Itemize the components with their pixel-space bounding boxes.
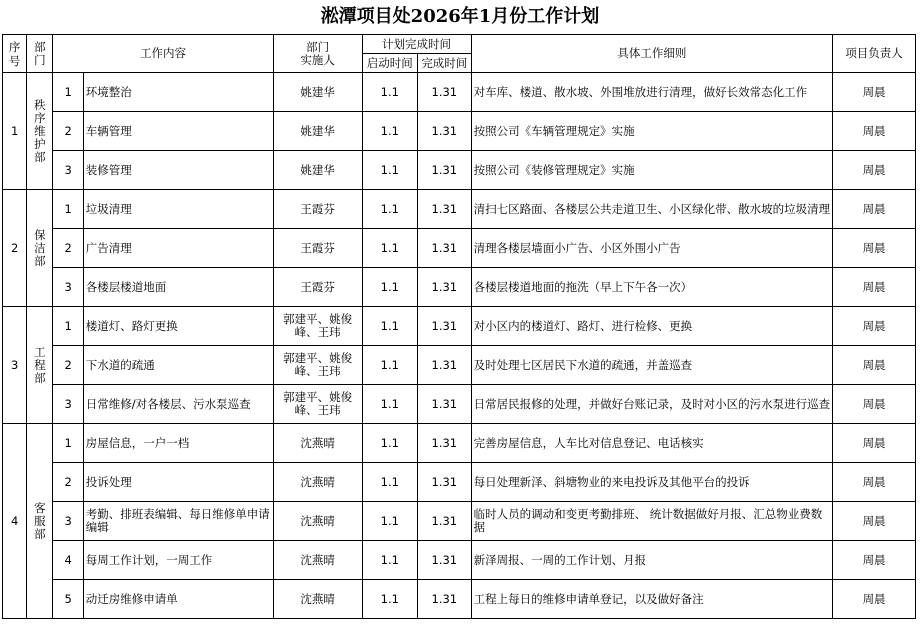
work-content: 车辆管理 (83, 112, 273, 151)
implementer: 王霞芬 (273, 229, 362, 268)
row-no: 2 (53, 346, 83, 385)
implementer: 王霞芬 (273, 268, 362, 307)
row-no: 3 (53, 502, 83, 541)
work-detail: 按照公司《装修管理规定》实施 (471, 151, 833, 190)
work-detail: 完善房屋信息，人车比对信息登记、电话核实 (471, 424, 833, 463)
work-content: 垃圾清理 (83, 190, 273, 229)
header-owner: 项目负责人 (833, 35, 916, 73)
implementer: 沈燕晴 (273, 541, 362, 580)
group-seq: 4 (3, 424, 27, 619)
project-owner: 周晨 (833, 112, 916, 151)
header-row (3, 35, 916, 54)
work-content: 动迁房维修申请单 (83, 580, 273, 619)
work-plan-table (2, 34, 916, 619)
row-no: 4 (53, 541, 83, 580)
header-implementer: 部门 实施人 (273, 35, 362, 73)
project-owner: 周晨 (833, 229, 916, 268)
start-time: 1.1 (362, 307, 418, 346)
dept-label: 客服部 (34, 500, 46, 541)
table-row (3, 229, 916, 268)
finish-time: 1.31 (418, 385, 472, 424)
start-time: 1.1 (362, 73, 418, 112)
row-no: 1 (53, 73, 83, 112)
work-detail: 每日处理新泽、斜塘物业的来电投诉及其他平台的投诉 (471, 463, 833, 502)
finish-time: 1.31 (418, 190, 472, 229)
finish-time: 1.31 (418, 502, 472, 541)
finish-time: 1.31 (418, 229, 472, 268)
table-row (3, 151, 916, 190)
row-no: 5 (53, 580, 83, 619)
header-dept: 部门 (27, 35, 53, 73)
header-start: 启动时间 (362, 54, 418, 73)
start-time: 1.1 (362, 190, 418, 229)
implementer: 王霞芬 (273, 190, 362, 229)
project-owner: 周晨 (833, 463, 916, 502)
header-finish: 完成时间 (418, 54, 472, 73)
project-owner: 周晨 (833, 307, 916, 346)
implementer: 姚建华 (273, 151, 362, 190)
implementer: 郭建平、姚俊峰、王玮 (273, 385, 362, 424)
work-detail: 临时人员的调动和变更考勤排班、 统计数据做好月报、汇总物业费数据 (471, 502, 833, 541)
project-owner: 周晨 (833, 268, 916, 307)
header-content: 工作内容 (53, 35, 273, 73)
table-row (3, 502, 916, 541)
start-time: 1.1 (362, 268, 418, 307)
implementer: 姚建华 (273, 112, 362, 151)
table-row (3, 580, 916, 619)
table-row (3, 463, 916, 502)
project-owner: 周晨 (833, 346, 916, 385)
work-detail: 清理各楼层墙面小广告、小区外围小广告 (471, 229, 833, 268)
project-owner: 周晨 (833, 385, 916, 424)
row-no: 3 (53, 151, 83, 190)
start-time: 1.1 (362, 112, 418, 151)
start-time: 1.1 (362, 346, 418, 385)
row-no: 2 (53, 112, 83, 151)
work-content: 下水道的疏通 (83, 346, 273, 385)
row-no: 1 (53, 190, 83, 229)
start-time: 1.1 (362, 229, 418, 268)
table-row (3, 112, 916, 151)
work-detail: 对车库、楼道、散水坡、外围堆放进行清理，做好长效常态化工作 (471, 73, 833, 112)
project-owner: 周晨 (833, 424, 916, 463)
start-time: 1.1 (362, 502, 418, 541)
finish-time: 1.31 (418, 424, 472, 463)
row-no: 3 (53, 268, 83, 307)
implementer: 沈燕晴 (273, 463, 362, 502)
table-row (3, 307, 916, 346)
project-owner: 周晨 (833, 190, 916, 229)
project-owner: 周晨 (833, 541, 916, 580)
finish-time: 1.31 (418, 346, 472, 385)
dept-label: 保洁部 (34, 227, 46, 268)
work-content: 楼道灯、路灯更换 (83, 307, 273, 346)
work-content: 环境整治 (83, 73, 273, 112)
finish-time: 1.31 (418, 268, 472, 307)
start-time: 1.1 (362, 424, 418, 463)
finish-time: 1.31 (418, 580, 472, 619)
implementer: 沈燕晴 (273, 580, 362, 619)
start-time: 1.1 (362, 541, 418, 580)
implementer: 姚建华 (273, 73, 362, 112)
dept-name (27, 424, 53, 619)
finish-time: 1.31 (418, 73, 472, 112)
work-detail: 日常居民报修的处理，并做好台账记录，及时对小区的污水泵进行巡查 (471, 385, 833, 424)
table-row (3, 268, 916, 307)
finish-time: 1.31 (418, 307, 472, 346)
work-content: 广告清理 (83, 229, 273, 268)
dept-name (27, 307, 53, 424)
project-owner: 周晨 (833, 73, 916, 112)
work-detail: 各楼层楼道地面的拖洗（早上下午各一次） (471, 268, 833, 307)
work-detail: 工程上每日的维修申请单登记，以及做好备注 (471, 580, 833, 619)
row-no: 2 (53, 229, 83, 268)
start-time: 1.1 (362, 580, 418, 619)
finish-time: 1.31 (418, 463, 472, 502)
implementer: 郭建平、姚俊峰、王玮 (273, 307, 362, 346)
dept-name (27, 190, 53, 307)
group-seq: 2 (3, 190, 27, 307)
start-time: 1.1 (362, 463, 418, 502)
header-detail: 具体工作细则 (471, 35, 833, 73)
work-detail: 清扫七区路面、各楼层公共走道卫生、小区绿化带、散水坡的垃圾清理 (471, 190, 833, 229)
work-content: 投诉处理 (83, 463, 273, 502)
implementer: 沈燕晴 (273, 424, 362, 463)
project-owner: 周晨 (833, 502, 916, 541)
row-no: 3 (53, 385, 83, 424)
work-content: 日常维修/对各楼层、污水泵巡查 (83, 385, 273, 424)
group-seq: 1 (3, 73, 27, 190)
work-detail: 及时处理七区居民下水道的疏通，并盖巡查 (471, 346, 833, 385)
header-seq: 序号 (3, 35, 27, 73)
implementer: 郭建平、姚俊峰、王玮 (273, 346, 362, 385)
project-owner: 周晨 (833, 580, 916, 619)
work-detail: 按照公司《车辆管理规定》实施 (471, 112, 833, 151)
work-content: 考勤、排班表编辑、每日维修单申请编辑 (83, 502, 273, 541)
finish-time: 1.31 (418, 151, 472, 190)
header-plan-time: 计划完成时间 (362, 35, 471, 54)
row-no: 2 (53, 463, 83, 502)
table-row (3, 346, 916, 385)
dept-label: 工程部 (34, 344, 46, 385)
group-seq: 3 (3, 307, 27, 424)
table-row (3, 385, 916, 424)
work-detail: 对小区内的楼道灯、路灯、进行检修、更换 (471, 307, 833, 346)
implementer: 沈燕晴 (273, 502, 362, 541)
project-owner: 周晨 (833, 151, 916, 190)
start-time: 1.1 (362, 151, 418, 190)
table-row (3, 541, 916, 580)
work-content: 房屋信息，一户一档 (83, 424, 273, 463)
row-no: 1 (53, 424, 83, 463)
work-content: 各楼层楼道地面 (83, 268, 273, 307)
page-title: 淞潭项目处2026年1月份工作计划 (320, 6, 600, 27)
dept-name (27, 73, 53, 190)
table-row (3, 424, 916, 463)
start-time: 1.1 (362, 385, 418, 424)
row-no: 1 (53, 307, 83, 346)
work-content: 装修管理 (83, 151, 273, 190)
table-row (3, 73, 916, 112)
dept-label: 秩序维护部 (34, 97, 46, 164)
finish-time: 1.31 (418, 541, 472, 580)
work-detail: 新泽周报、一周的工作计划、月报 (471, 541, 833, 580)
work-content: 每周工作计划，一周工作 (83, 541, 273, 580)
finish-time: 1.31 (418, 112, 472, 151)
table-row (3, 190, 916, 229)
